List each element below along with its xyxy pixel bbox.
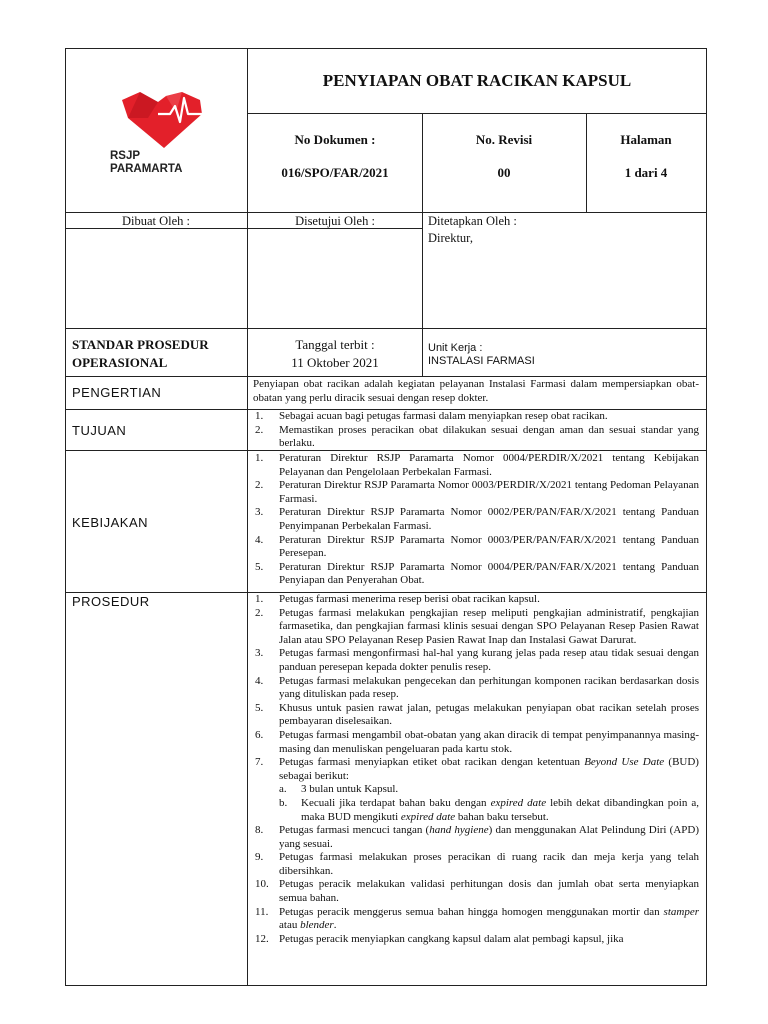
revision-value: 00 (497, 165, 511, 180)
list-item: 8. Petugas farmasi mencuci tangan (hand hygiene) dan menggunakan Alat Pelindung Diri (APD) yang sesuai. (255, 824, 700, 850)
tujuan-list (251, 410, 699, 451)
list-item: 5. Peraturan Direktur RSJP Paramarta Nomor 0004/PER/PAN/FAR/X/2021 tentang Panduan Penyiapan dan Penyerahan Obat. (255, 560, 699, 587)
list-item: 3. Petugas farmasi mengonfirmasi hal-hal yang kurang jelas pada resep atau tidak sesuai dengan panduan peresepan kepada dokter penulis resep. (255, 647, 699, 673)
sub-item: b. Kecuali jika terdapat bahan baku dengan expired date lebih dekat dibandingkan poin a, maka BUD mengikuti expired date bahan baku tersebut. (279, 796, 699, 823)
established-by-label: Ditetapkan Oleh : (428, 214, 517, 228)
doc-number-label: No Dokumen : (294, 132, 376, 147)
tujuan-label: TUJUAN (72, 423, 127, 438)
issue-date-label: Tanggal terbit : (295, 337, 375, 352)
divider (247, 48, 248, 213)
list-item: 2. Peraturan Direktur RSJP Paramarta Nomor 0003/PERDIR/X/2021 tentang Pedoman Pelayanan Farmasi. (255, 479, 699, 505)
list-item: 3. Peraturan Direktur RSJP Paramarta Nomor 0002/PER/PAN/FAR/X/2021 tentang Panduan Penyimpanan Perbekalan Farmasi. (255, 506, 699, 532)
issue-date-value: 11 Oktober 2021 (291, 355, 379, 370)
list-item: 6. Petugas farmasi mengambil obat-obatan yang akan diracik di tempat penyimpanannya masing-masing dan menuliskan pengeluaran pada kartu stok. (255, 728, 699, 755)
list-item: 1. Sebagai acuan bagi petugas farmasi dalam menyiapkan resep obat racikan. (255, 410, 608, 422)
logo-line2: PARAMARTA (110, 163, 183, 175)
divider (65, 376, 707, 377)
page-label: Halaman (620, 132, 672, 147)
unit-value: INSTALASI FARMASI (428, 355, 535, 367)
divider (422, 212, 423, 376)
prosedur-label: PROSEDUR (72, 594, 150, 609)
heart-pulse-icon (118, 88, 213, 148)
divider (247, 328, 248, 986)
director-label: Direktur, (428, 231, 473, 245)
sop-label-line2: OPERASIONAL (72, 355, 168, 370)
list-item: 10. Petugas peracik melakukan validasi perhitungan dosis dan jumlah obat serta menyiapkan semua bahan. (255, 878, 699, 905)
prosedur-list (251, 593, 699, 946)
list-item: 12. Petugas peracik menyiapkan cangkang kapsul dalam alat pembagi kapsul, jika (255, 932, 624, 945)
kebijakan-label: KEBIJAKAN (72, 515, 149, 530)
doc-number-value: 016/SPO/FAR/2021 (281, 165, 389, 180)
list-item: 9. Petugas farmasi melakukan proses peracikan di ruang racik dan meja kerja yang telah dibersihkan. (255, 851, 699, 877)
divider (247, 212, 248, 328)
list-item: 7. Petugas farmasi menyiapkan etiket obat racikan dengan ketentuan Beyond Use Date (BUD) sebagai berikut: a. 3 bulan untuk Kapsul. b. Kecuali jika terdapat bahan baku dengan expired date lebih dekat dibandingkan poin a, maka BUD mengikuti expired date bahan baku tersebut. (255, 756, 699, 823)
list-item: 5. Khusus untuk pasien rawat jalan, petugas melakukan penyiapan obat racikan setelah proses pembayaran diselesaikan. (255, 701, 699, 728)
divider (65, 212, 707, 213)
list-item: 2. Memastikan proses peracikan obat dilakukan sesuai dengan aman dan sesuai standar yang berlaku. (255, 423, 699, 450)
border-top (65, 48, 707, 49)
border-right (706, 48, 707, 986)
page-value: 1 dari 4 (624, 165, 668, 180)
unit-label: Unit Kerja : (428, 342, 483, 354)
divider (586, 113, 587, 213)
document-title: PENYIAPAN OBAT RACIKAN KAPSUL (322, 71, 632, 90)
divider (422, 113, 423, 213)
border-left (65, 48, 66, 986)
sop-label-line1: STANDAR PROSEDUR (72, 337, 209, 352)
hospital-logo (110, 88, 213, 175)
pengertian-text: Penyiapan obat racikan adalah kegiatan pelayanan Instalasi Farmasi dalam mempersiapkan obat-obatan yang perlu diracik sesuai dengan resep dokter. (253, 378, 699, 404)
pengertian-label: PENGERTIAN (72, 385, 162, 400)
list-item: 4. Peraturan Direktur RSJP Paramarta Nomor 0003/PER/PAN/FAR/X/2021 tentang Panduan Peresepan. (255, 533, 699, 560)
sub-item: a. 3 bulan untuk Kapsul. (279, 783, 399, 796)
list-item: 11. Petugas peracik menggerus semua bahan hingga homogen menggunakan mortir dan stamper atau blender. (255, 905, 699, 932)
divider (65, 328, 707, 329)
divider (247, 113, 707, 114)
approved-by-label: Disetujui Oleh : (295, 214, 375, 228)
list-item: 1. Peraturan Direktur RSJP Paramarta Nomor 0004/PERDIR/X/2021 tentang Kebijakan Pelayanan dan Pengelolaan Perbekalan Farmasi. (255, 452, 699, 478)
logo-line1: RSJP (110, 150, 141, 162)
divider (65, 228, 422, 229)
revision-label: No. Revisi (475, 132, 533, 147)
list-item: 1. Petugas farmasi menerima resep berisi obat racikan kapsul. (255, 593, 540, 605)
made-by-label: Dibuat Oleh : (121, 214, 191, 228)
kebijakan-list (251, 452, 699, 588)
list-item: 4. Petugas farmasi melakukan pengecekan dan perhitungan komponen racikan berdasarkan dosis yang dituliskan pada resep. (255, 674, 699, 701)
list-item: 2. Petugas farmasi melakukan pengkajian resep meliputi pengkajian administratif, pengkajian farmasetika, dan pengkajian farmasi klinis sesuai dengan SPO Pelayanan Resep Pasien Rawat Jalan atau SPO Pelayanan Resep Pasien Rawat Inap dan Instalasi Gawat Darurat. (255, 606, 699, 646)
border-bottom (65, 985, 707, 986)
